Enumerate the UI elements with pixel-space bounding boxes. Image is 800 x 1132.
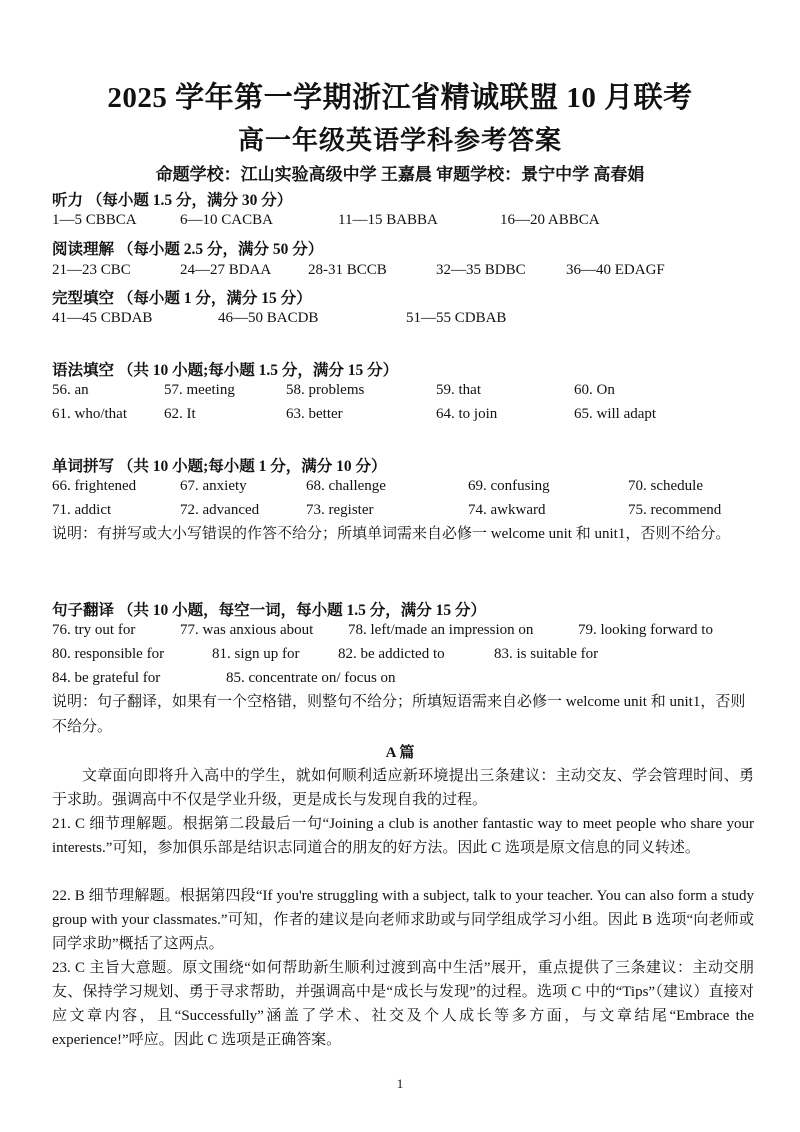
page-title: 2025 学年第一学期浙江省精诚联盟 10 月联考: [107, 82, 693, 114]
listening-answer: 11—15 BABBA: [338, 212, 438, 228]
spelling-answer: 68. challenge: [306, 478, 386, 494]
translation-answer: 80. responsible for: [52, 646, 165, 662]
grammar-answer: 59. that: [436, 382, 481, 398]
translation-answer: 78. left/made an impression on: [348, 622, 534, 638]
reading-answer: 21—23 CBC: [52, 262, 131, 278]
grammar-answer: 63. better: [286, 406, 343, 422]
reading-answer: 24—27 BDAA: [180, 262, 272, 278]
translation-answer: 85. concentrate on/ focus on: [226, 670, 396, 686]
grammar-answer: 60. On: [574, 382, 615, 398]
spelling-answer: 67. anxiety: [180, 478, 247, 494]
spelling-answer: 66. frightened: [52, 478, 137, 494]
spelling-answer: 73. register: [306, 502, 374, 518]
authors-line: 命题学校：江山实验高级中学 王嘉晨 审题学校：景宁中学 高春娟: [155, 165, 645, 184]
passage-a-heading: A 篇: [385, 745, 415, 761]
page-number: 1: [396, 1076, 404, 1091]
spelling-answer: 74. awkward: [468, 502, 546, 518]
page-subtitle: 高一年级英语学科参考答案: [237, 126, 562, 155]
listening-answer: 6—10 CACBA: [180, 212, 273, 228]
translation-answer: 81. sign up for: [212, 646, 300, 662]
reading-answer: 32—35 BDBC: [436, 262, 526, 278]
spelling-answer: 69. confusing: [468, 478, 550, 494]
grammar-answer: 64. to join: [436, 406, 498, 422]
translation-answer: 82. be addicted to: [338, 646, 445, 662]
grammar-answer: 56. an: [52, 382, 89, 398]
translation-note: 说明：句子翻译，如果有一个空格错，则整句不给分；所填短语需来自必修一 welcome unit 和 unit1，否则不给分。: [52, 694, 746, 735]
cloze-answer: 51—55 CDBAB: [406, 310, 507, 326]
spelling-answer: 72. advanced: [180, 502, 260, 518]
reading-heading: 阅读理解 （每小题 2.5 分，满分 50 分）: [52, 241, 324, 258]
translation-answer: 84. be grateful for: [52, 670, 161, 686]
spelling-answer: 71. addict: [52, 502, 112, 518]
grammar-answer: 65. will adapt: [574, 406, 657, 422]
translation-answer: 83. is suitable for: [494, 646, 599, 662]
grammar-answer: 61. who/that: [52, 406, 127, 422]
listening-heading: 听力 （每小题 1.5 分，满分 30 分）: [52, 192, 293, 209]
grammar-heading: 语法填空 （共 10 小题;每小题 1.5 分，满分 15 分）: [52, 362, 399, 379]
grammar-answer: 58. problems: [286, 382, 365, 398]
spelling-answer: 75. recommend: [628, 502, 722, 518]
reading-answer: 36—40 EDAGF: [566, 262, 665, 278]
spelling-answer: 70. schedule: [628, 478, 703, 494]
spelling-note: 说明：有拼写或大小写错误的作答不给分；所填单词需来自必修一 welcome unit 和 unit1，否则不给分。: [52, 526, 731, 542]
listening-answer: 1—5 CBBCA: [52, 212, 137, 228]
answer-22-explanation: 22. B 细节理解题。根据第四段“If you're struggling with a subject, talk to your teacher. You can also form a study group with your classmates.”可知，作者的建议是向老师求助或与同学组成学习小组。因此 B 选项“向老师或同学求助”概括了这两点。: [52, 888, 754, 952]
answer-23-explanation: 23. C 主旨大意题。原文围绕“如何帮助新生顺利过渡到高中生活”展开，重点提供了三条建议：主动交朋友、保持学习规划、勇于寻求帮助，并强调高中是“成长与发现”的过程。选项 C 中的“Tips”（建议）直接对应文章内容，且“Successfully”涵盖了学术、社交及个人成长等多方面，与文章结尾“Embrace the experience!”呼应。因此 C 选项是正确答案。: [52, 960, 754, 1048]
translation-answer: 77. was anxious about: [180, 622, 314, 638]
translation-answer: 76. try out for: [52, 622, 136, 638]
answer-21-explanation: 21. C 细节理解题。根据第二段最后一句“Joining a club is another fantastic way to meet people who share your interests.”可知，参加俱乐部是结识志同道合的朋友的好方法。因此 C 选项是原文信息的同义转述。: [52, 816, 754, 856]
listening-answer: 16—20 ABBCA: [500, 212, 600, 228]
cloze-answer: 41—45 CBDAB: [52, 310, 153, 326]
grammar-answer: 62. It: [164, 406, 196, 422]
passage-a-summary: 文章面向即将升入高中的学生，就如何顺利适应新环境提出三条建议：主动交友、学会管理时间、勇于求助。强调高中不仅是学业升级，更是成长与发现自我的过程。: [52, 768, 754, 808]
grammar-answer: 57. meeting: [164, 382, 235, 398]
cloze-answer: 46—50 BACDB: [218, 310, 319, 326]
translation-heading: 句子翻译 （共 10 小题，每空一词，每小题 1.5 分，满分 15 分）: [52, 602, 487, 619]
translation-answer: 79. looking forward to: [578, 622, 713, 638]
cloze-heading: 完型填空 （每小题 1 分，满分 15 分）: [52, 290, 312, 307]
reading-answer: 28-31 BCCB: [308, 262, 387, 278]
spelling-heading: 单词拼写 （共 10 小题;每小题 1 分，满分 10 分）: [52, 458, 387, 475]
